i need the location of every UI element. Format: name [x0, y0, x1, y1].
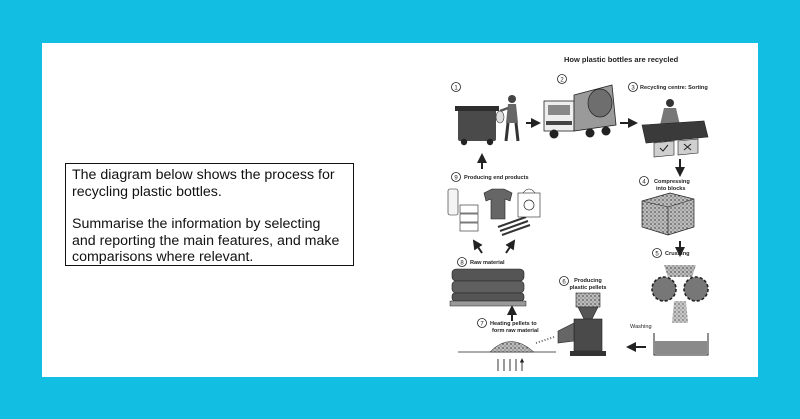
step-4-label: Compressing: [654, 179, 690, 185]
step-4-number: 4: [642, 179, 646, 186]
step-1-number: 1: [454, 85, 458, 92]
step-9-number: 9: [454, 175, 458, 182]
crusher-roller-right: [684, 277, 708, 301]
step-5-number: 5: [655, 251, 659, 258]
product-tshirt: [484, 189, 512, 219]
truck-wheel: [586, 129, 595, 138]
arrow-8-to-9-left: [474, 241, 482, 253]
pellet-hopper: [576, 293, 600, 307]
step-5-crushing: [630, 249, 708, 356]
wheelie-bin: [458, 109, 496, 141]
product-container: [460, 223, 478, 231]
step-6-label: Producing: [574, 278, 602, 284]
machine-base: [570, 351, 606, 356]
crusher-feed: [664, 265, 696, 277]
person-body: [506, 104, 518, 123]
step-2-collection-truck: [544, 75, 616, 139]
step-1-bin-disposal: [452, 83, 519, 146]
person-legs: [506, 123, 518, 141]
step-7-label-line2: form raw material: [492, 328, 539, 334]
step-8-number: 8: [460, 260, 464, 267]
crusher-roller-left: [652, 277, 676, 301]
step-7-heating-pellets: [458, 319, 556, 372]
truck-grille: [546, 121, 572, 125]
recycling-process-diagram: [442, 51, 754, 377]
pellet-machine: [574, 319, 602, 351]
step-6-label-line2: plastic pellets: [569, 285, 607, 291]
diagram-title: How plastic bottles are recycled: [564, 55, 679, 64]
step-2-number: 2: [560, 77, 564, 84]
step-7-number: 7: [480, 321, 484, 328]
step-5-label: Crushing: [665, 251, 690, 257]
truck-wheel: [602, 127, 611, 136]
step-4-compressing: [640, 177, 695, 236]
raw-material-sack: [452, 269, 524, 281]
step-6-number: 6: [562, 279, 566, 286]
task-prompt-box: [65, 163, 354, 266]
step-7-label: Heating pellets to: [490, 321, 537, 327]
truck-drum: [588, 89, 612, 117]
truck-wheel: [550, 130, 559, 139]
bag-handle: [523, 189, 535, 193]
task-description: The diagram below shows the process for recycling plastic bottles.: [72, 167, 335, 200]
worker-head: [666, 99, 674, 107]
crushed-flakes: [672, 301, 688, 323]
pellet-pile: [490, 342, 534, 353]
raw-material-sack: [452, 293, 524, 301]
pellet-stream: [536, 337, 554, 343]
task-instruction: Summarise the information by selecting and reporting the main features, and make comparisons where relevant.: [72, 216, 340, 265]
rubbish-bag: [496, 111, 504, 123]
product-bottle: [448, 189, 458, 215]
product-container: [460, 205, 478, 213]
person-arm: [500, 108, 508, 111]
step-9-label: Producing end products: [464, 175, 529, 181]
washing-label: Washing: [630, 324, 652, 330]
pallet: [450, 301, 526, 306]
step-3-sorting: [629, 83, 709, 158]
product-pipes: [498, 217, 530, 235]
hopper-funnel: [578, 307, 598, 319]
step-9-end-products: [448, 173, 540, 236]
bin-wheel: [487, 139, 493, 145]
step-3-number: 3: [631, 85, 635, 92]
heat-arrows: [498, 359, 522, 371]
step-3-label: Recycling centre: Sorting: [640, 85, 708, 91]
step-4-label-line2: into blocks: [656, 186, 686, 192]
raw-material-sack: [452, 281, 524, 293]
step-8-label: Raw material: [470, 260, 505, 266]
machine-chute: [558, 323, 574, 343]
washing-water: [655, 341, 707, 354]
truck-windscreen: [548, 105, 570, 115]
product-container: [460, 214, 478, 222]
sorting-box-accept: [654, 141, 674, 157]
arrow-8-to-9-right: [506, 241, 514, 253]
bin-lid: [455, 106, 499, 111]
person-head: [508, 95, 516, 103]
step-8-raw-material: [450, 258, 526, 307]
bin-wheel: [461, 139, 467, 145]
content-card: [42, 43, 758, 377]
step-6-producing-pellets: [558, 277, 607, 357]
product-bag: [518, 193, 540, 217]
